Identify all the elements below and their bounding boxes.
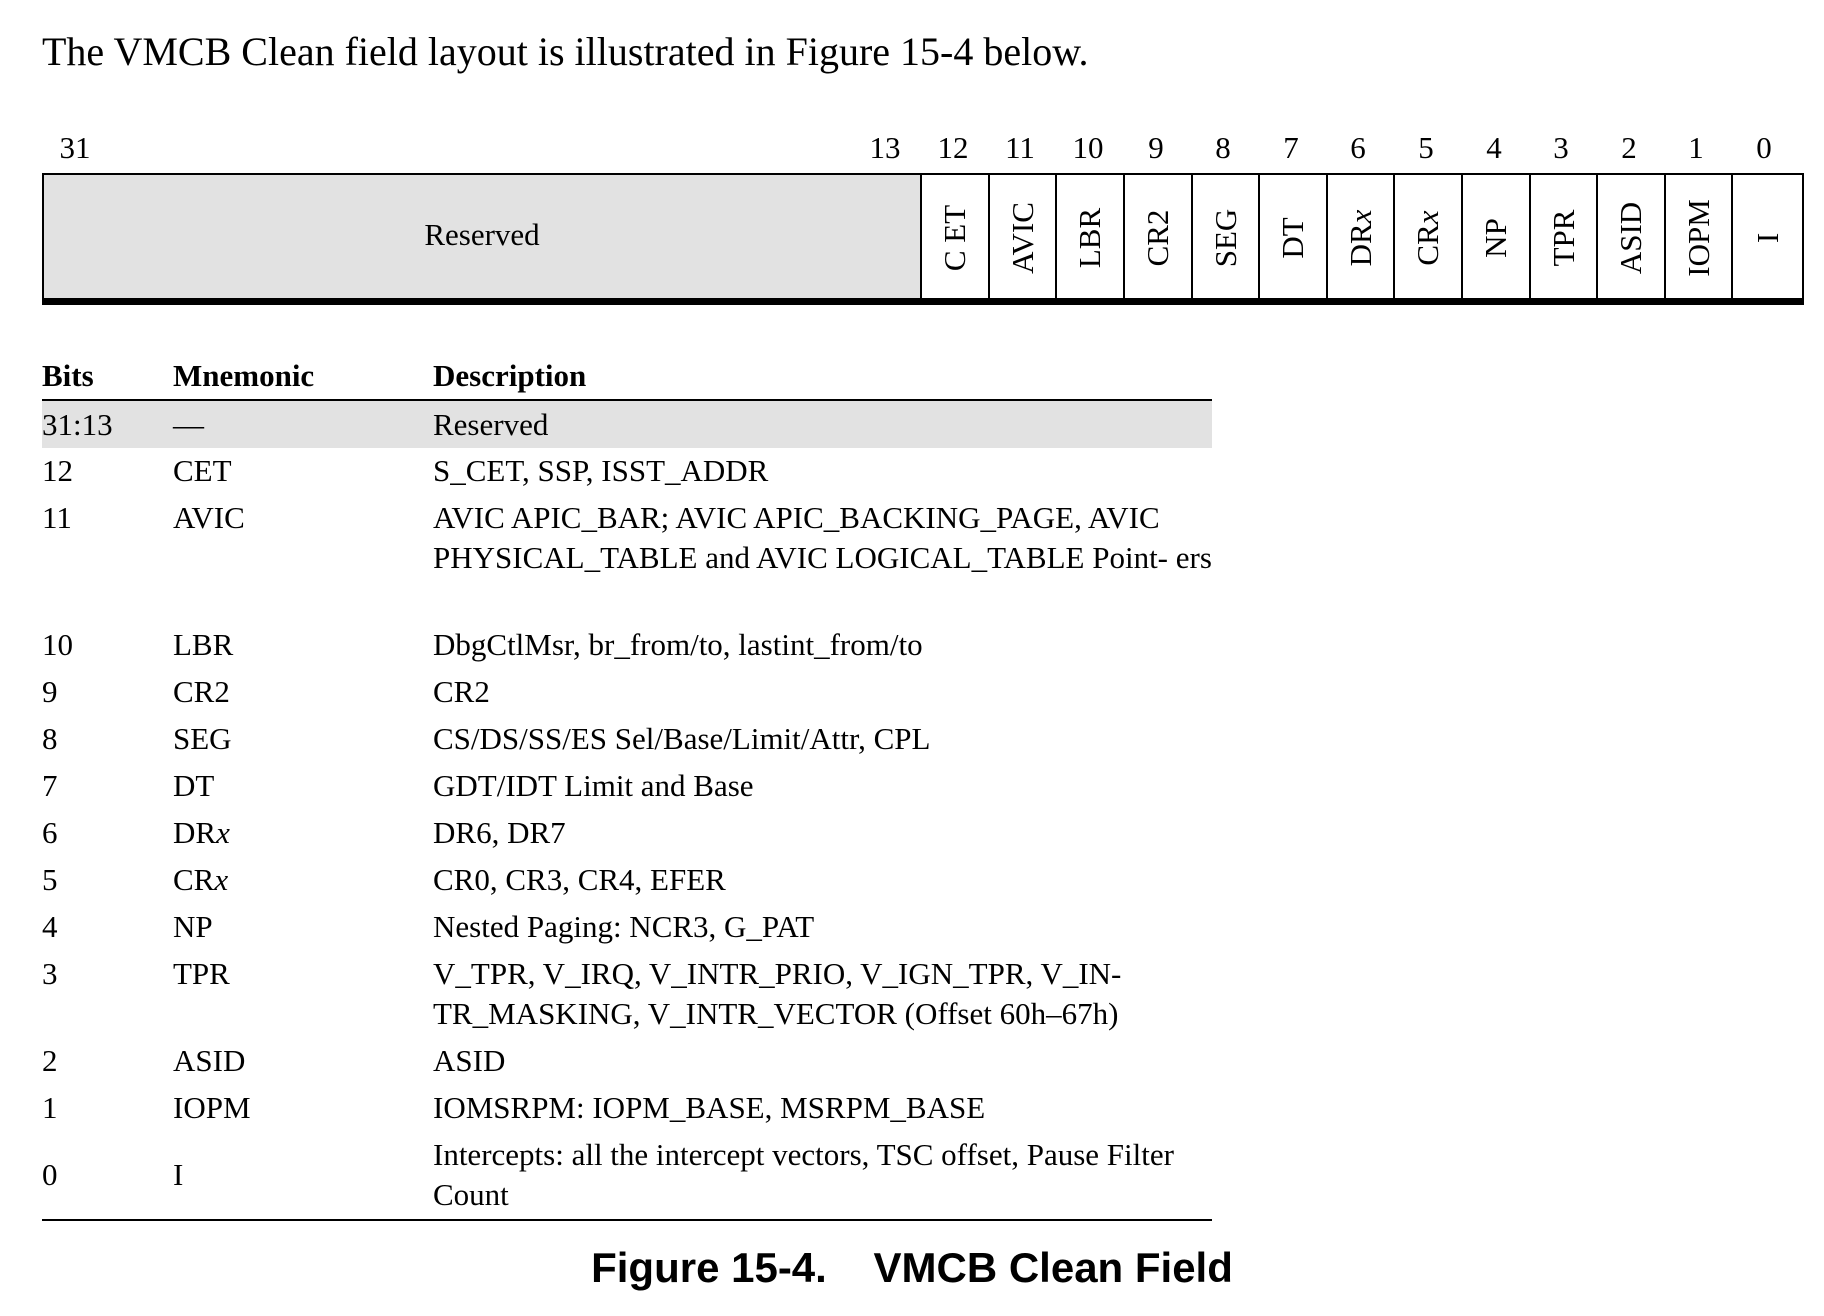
table-row: 1 IOPM IOMSRPM: IOPM_BASE, MSRPM_BASE (42, 1090, 986, 1125)
bit-field-crx (1395, 175, 1463, 300)
bit-number: 11 (1005, 130, 1035, 165)
bit-field-label: ASID (1613, 201, 1648, 274)
table-row: 5 CRx CR0, CR3, CR4, EFER (42, 862, 726, 897)
bit-field-i (1733, 175, 1802, 300)
bit-field-label: DRx (1342, 209, 1378, 266)
bit-number: 0 (1756, 130, 1772, 165)
table-row: 11 AVIC AVIC APIC_BAR; AVIC APIC_BACKING_PAGE, AVIC PHYSICAL_TABLE and AVIC LOGICAL_TABLE Point- ers (42, 500, 1212, 575)
bit-number: 8 (1215, 130, 1231, 165)
bit-number: 13 (869, 130, 901, 165)
bit-field-label: IOPM (1680, 198, 1716, 277)
bit-number: 2 (1621, 130, 1637, 165)
bit-field-lbr (1057, 175, 1125, 300)
bit-field-label: SEG (1207, 208, 1243, 267)
table-row: 9 CR2 CR2 (42, 674, 490, 709)
table-row: 6 DRx DR6, DR7 (42, 815, 566, 850)
bit-field-cet (922, 175, 990, 300)
header-bits: Bits (42, 358, 94, 393)
bit-number: 7 (1283, 130, 1299, 165)
table-row: 0 I Intercepts: all the intercept vectors, TSC offset, Pause Filter Count (42, 1137, 1174, 1212)
bit-number: 5 (1418, 130, 1434, 165)
figure-caption: Figure 15-4. VMCB Clean Field (591, 1244, 1233, 1291)
bit-number: 12 (937, 130, 969, 165)
table-header (42, 352, 1212, 401)
bit-field-label: NP (1478, 217, 1513, 258)
bit-field-iopm (1666, 175, 1733, 300)
intro-paragraph: The VMCB Clean field layout is illustrated in Figure 15-4 below. (42, 29, 1089, 74)
header-description: Description (433, 358, 587, 393)
bit-field-label: AVIC (1004, 201, 1040, 274)
bit-field-drx (1328, 175, 1395, 300)
bit-field-label: CRx (1410, 209, 1445, 266)
bit-field-label: TPR (1545, 209, 1581, 266)
bit-number: 1 (1688, 130, 1704, 165)
header-mnemonic: Mnemonic (173, 358, 315, 393)
bit-field-np (1463, 175, 1531, 300)
reserved-field (44, 175, 922, 300)
bit-field-cr2 (1125, 175, 1193, 300)
bit-number: 4 (1486, 130, 1502, 165)
bit-field-label: LBR (1072, 207, 1107, 268)
bit-field-label: DT (1275, 216, 1310, 259)
bit-number: 9 (1148, 130, 1164, 165)
bit-field-label: C ET (937, 204, 972, 271)
table-row: 31:13 — Reserved (42, 401, 1212, 448)
table-bottom-rule (42, 1219, 1212, 1221)
bit-description-table (42, 352, 1212, 1221)
bit-number: 3 (1553, 130, 1569, 165)
table-row: 3 TPR V_TPR, V_IRQ, V_INTR_PRIO, V_IGN_TPR, V_IN- TR_MASKING, V_INTR_VECTOR (Offset 60h–67h) (42, 956, 1122, 1031)
bit-field-dt (1260, 175, 1328, 300)
reserved-field-label: Reserved (424, 217, 540, 252)
bit-number: 10 (1072, 130, 1104, 165)
register-bottom-rule (42, 298, 1804, 305)
bit-field-avic (990, 175, 1057, 300)
table-row: 10 LBR DbgCtlMsr, br_from/to, lastint_from/to (42, 627, 923, 662)
table-row: 7 DT GDT/IDT Limit and Base (42, 768, 754, 803)
register-diagram (42, 173, 1804, 300)
table-row: 8 SEG CS/DS/SS/ES Sel/Base/Limit/Attr, CPL (42, 721, 931, 756)
bit-field-label: I (1749, 232, 1785, 243)
table-row: 4 NP Nested Paging: NCR3, G_PAT (42, 909, 815, 944)
bit-number: 31 (59, 130, 91, 165)
table-row: 12 CET S_CET, SSP, ISST_ADDR (42, 453, 769, 488)
bit-field-tpr (1531, 175, 1598, 300)
bit-number: 6 (1350, 130, 1366, 165)
bit-field-seg (1193, 175, 1260, 300)
bit-field-label: CR2 (1140, 209, 1175, 266)
table-row: 2 ASID ASID (42, 1043, 506, 1078)
bit-field-asid (1598, 175, 1666, 300)
